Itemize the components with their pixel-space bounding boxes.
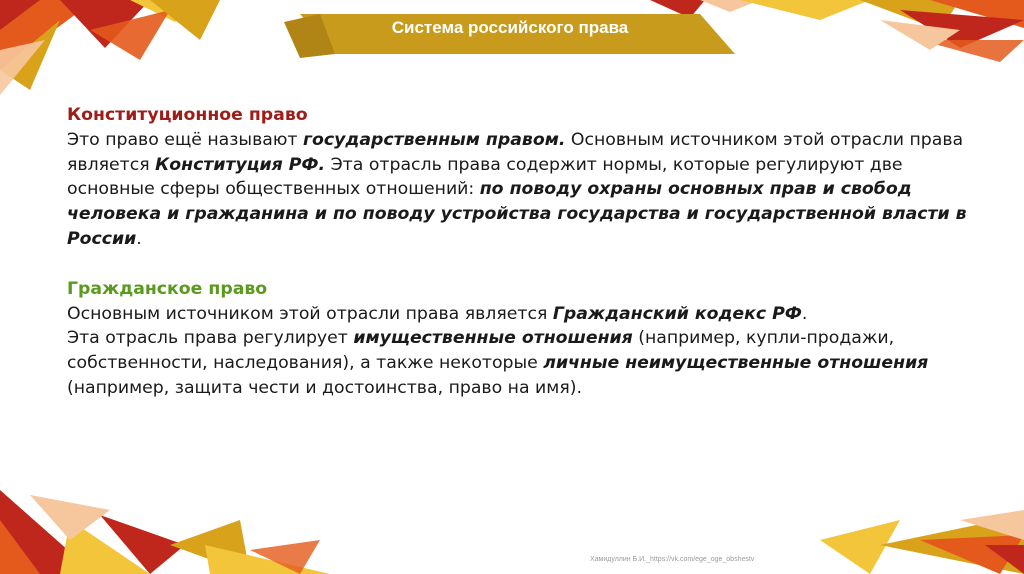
slide-content xyxy=(67,103,967,401)
section-text-civil-1: Основным источником этой отрасли права является Гражданский кодекс РФ. xyxy=(67,303,808,324)
section-text-civil-2: Эта отрасль права регулирует имущественные отношения (например, купли-продажи, собственности, наследования), а также некоторые личные неимущественные отношения (например, защита чести и достоинства, право на имя). xyxy=(67,328,929,398)
section-heading-civil: Гражданское право xyxy=(67,278,268,299)
section-text-constitutional: Это право ещё называют государственным правом. Основным источником этой отрасли права является Конституция РФ. Эта отрасль права содержит нормы, которые регулируют две основные сферы общественных отношений: по поводу охраны основных прав и свобод человека и гражданина и по поводу устройства государства и государственной власти в России. xyxy=(67,129,967,249)
slide-title: Система российского права xyxy=(391,18,629,37)
section-heading-constitutional: Конституционное право xyxy=(67,105,308,125)
footer-credit: Хамидуллин Б.И._https://vk.com/ege_oge_obshestv xyxy=(590,556,755,563)
